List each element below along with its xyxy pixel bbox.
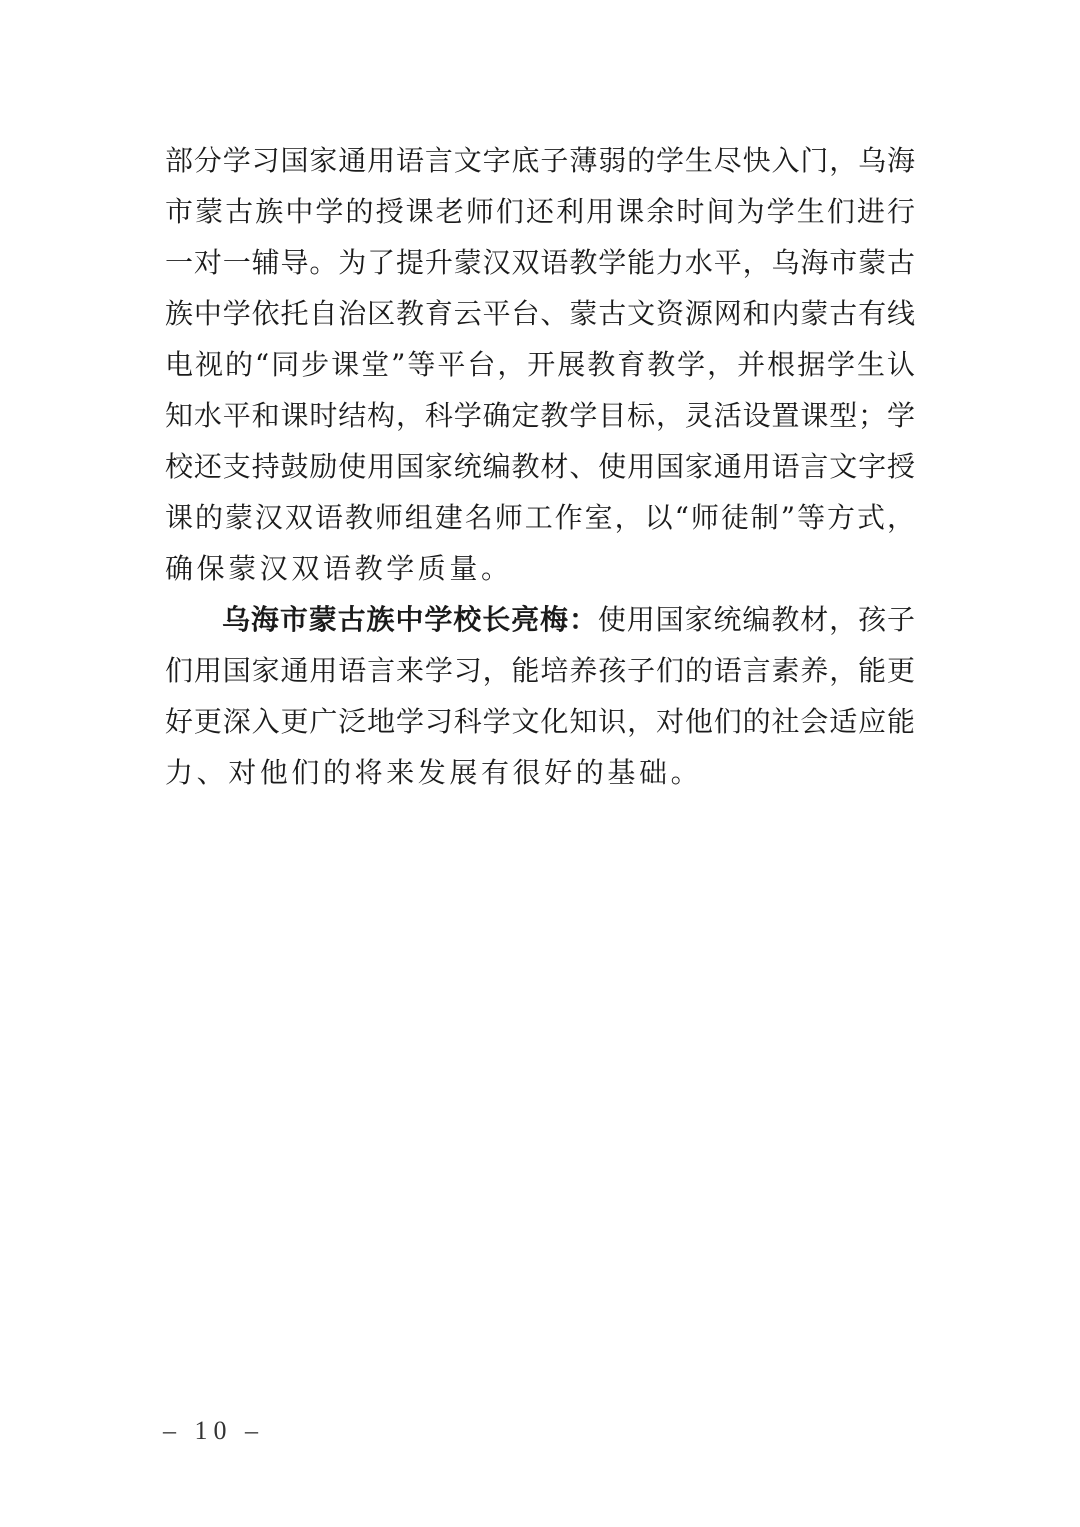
text-line: 部分学习国家通用语言文字底子薄弱的学生尽快入门，乌海 xyxy=(165,144,915,177)
text-line: 知水平和课时结构，科学确定教学目标，灵活设置课型；学 xyxy=(165,399,915,432)
paragraph-1 xyxy=(165,135,915,594)
body-text xyxy=(165,135,915,798)
speaker-name: 乌海市蒙古族中学校长亮梅： xyxy=(222,603,598,636)
page-number: – 10 – xyxy=(163,1416,264,1445)
text-line: 校还支持鼓励使用国家统编教材、使用国家通用语言文字授 xyxy=(165,450,915,483)
text-line: 力、对他们的将来发展有很好的基础。 xyxy=(165,756,703,789)
text-line: 族中学依托自治区教育云平台、蒙古文资源网和内蒙古有线 xyxy=(165,297,915,330)
text-line: 们用国家通用语言来学习，能培养孩子们的语言素养，能更 xyxy=(165,654,915,687)
text-line: 好更深入更广泛地学习科学文化知识，对他们的社会适应能 xyxy=(165,705,915,738)
quote-text: 使用国家统编教材，孩子 xyxy=(597,603,915,636)
paragraph-2 xyxy=(165,594,915,798)
text-line: 一对一辅导。为了提升蒙汉双语教学能力水平，乌海市蒙古 xyxy=(165,246,915,279)
text-line xyxy=(165,594,915,645)
text-line: 市蒙古族中学的授课老师们还利用课余时间为学生们进行 xyxy=(165,195,915,228)
text-line: 电视的“同步课堂”等平台，开展教育教学，并根据学生认 xyxy=(165,348,915,381)
text-line: 课的蒙汉双语教师组建名师工作室，以“师徒制”等方式， xyxy=(165,501,915,534)
text-line: 确保蒙汉双语教学质量。 xyxy=(165,552,513,585)
